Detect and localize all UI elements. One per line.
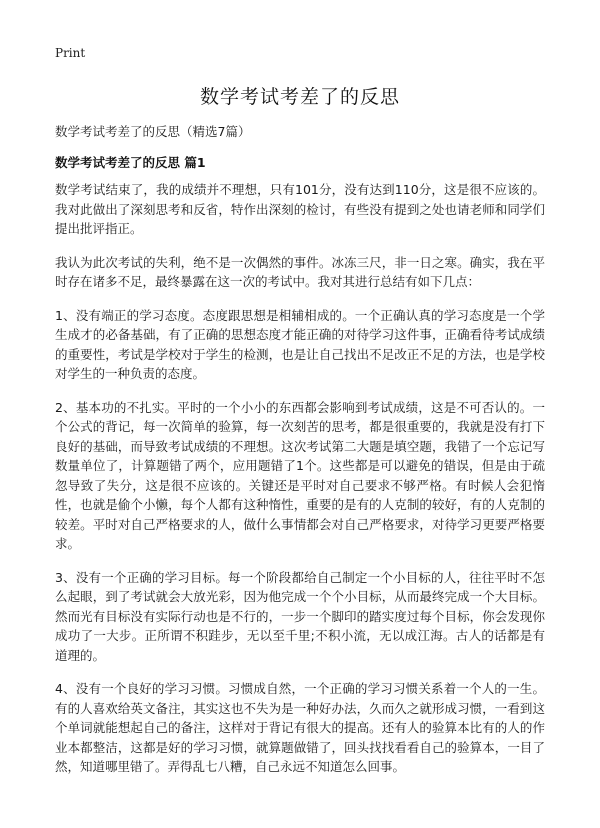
print-link[interactable]: Print: [55, 46, 86, 60]
document-body: [55, 180, 545, 791]
paragraph-reflection: 我认为此次考试的失利，绝不是一次偶然的事件。冰冻三尺，非一日之寒。确实，我在平时存在诸多不足，最终暴露在这一次的考试中。我对其进行总结有如下几点：: [55, 254, 545, 289]
paragraph-intro: 数学考试结束了，我的成绩并不理想，只有101分，没有达到110分，这是很不应该的。我对此做出了深刻思考和反省，特作出深刻的检讨，有些没有提到之处也请老师和同学们提出批评指正。: [55, 182, 545, 236]
paragraph-point-3: 3、没有一个正确的学习目标。每一个阶段都给自己制定一个小目标的人，往往平时不怎么起眼，到了考试就会大放光彩，因为他完成一个个小目标，从而最终完成一个大目标。然而光有目标没有实际行动也是不行的，一步一个脚印的踏实度过每个目标，你会发现你成功了一大步。正所谓不积跬步，无以至千里;不积小流，无以成江海。古人的话都是有道理的。: [55, 569, 545, 663]
document-title: 数学考试考差了的反思: [199, 86, 400, 108]
section-heading: 数学考试考差了的反思 篇1: [55, 155, 206, 170]
document-subtitle: 数学考试考差了的反思（精选7篇）: [55, 124, 251, 139]
paragraph-point-2: 2、基本功的不扎实。平时的一个小小的东西都会影响到考试成绩，这是不可否认的。一个公式的背记，每一次简单的验算，每一次刻苦的思考，都是很重要的，我就是没有打下良好的基础，而导致考试成绩的不理想。这次考试第二大题是填空题，我错了一个忘记写数量单位了，计算题错了两个，应用题错了1个。这些都是可以避免的错误，但是由于疏忽导致了失分，这是很不应该的。关键还是平时对自己要求不够严格。有时候人会犯惰性，也就是偷个小懒，每个人都有这种惰性，重要的是有的人克制的较好，有的人克制的较差。平时对自己严格要求的人，做什么事情都会对自己严格要求，对待学习更要严格要求。: [55, 399, 545, 551]
paragraph-point-4: 4、没有一个良好的学习习惯。习惯成自然，一个正确的学习习惯关系着一个人的一生。有的人喜欢给英文备注，其实这也不失为是一种好办法，久而久之就形成习惯，一看到这个单词就能想起自己的备注，这样对于背记有很大的提高。还有人的验算本比有的人的作业本都整洁，这都是好的学习习惯，就算题做错了，回头找找看看自己的验算本，一目了然，知道哪里错了。弄得乱七八糟，自己永远不知道怎么回事。: [55, 681, 545, 774]
paragraph-point-1: 1、没有端正的学习态度。态度跟思想是相辅相成的。一个正确认真的学习态度是一个学生成才的必备基础，有了正确的思想态度才能正确的对待学习这件事，正确看待考试成绩的重要性，考试是学校对于学生的检测，也是让自己找出不足改正不足的方法，也是学校对学生的一种负责的态度。: [55, 307, 545, 381]
